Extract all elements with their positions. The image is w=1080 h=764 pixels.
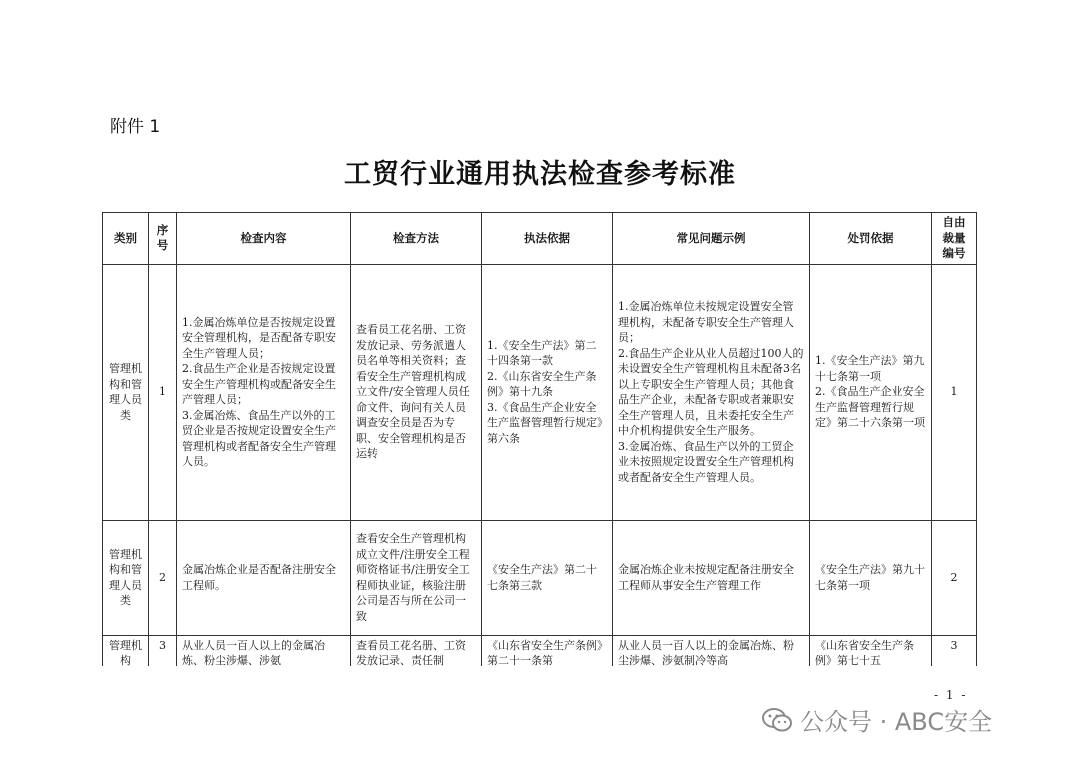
cell-discretion: 3 [932, 635, 977, 666]
table-header-row [103, 213, 977, 265]
watermark [762, 702, 992, 737]
cell-basis: 《安全生产法》第二十七条第三款 [482, 520, 613, 635]
cell-content: 1.金属冶炼单位是否按规定设置安全管理机构，是否配备专职安全生产管理人员； 2.食品生产企业是否按规定设置安全生产管理机构或配备安全生产管理人员； 3.金属冶炼、食品生产以外的工贸企业是否按规定设置安全生产管理机构或者配备安全生产管理人员。 [177, 264, 351, 520]
cell-method: 查看员工花名册、工资发放记录、责任制 [351, 635, 482, 666]
header-category: 类别 [103, 213, 149, 265]
table-row [103, 264, 977, 520]
cell-number: 2 [149, 520, 177, 635]
cell-issues: 从业人员一百人以上的金属冶炼、粉尘涉爆、涉氨制冷等高 [613, 635, 810, 666]
watermark-text: 公众号 · ABC安全 [800, 708, 993, 736]
header-content: 检查内容 [177, 213, 351, 265]
cell-penalty: 《安全生产法》第九十七条第一项 [810, 520, 932, 635]
header-penalty: 处罚依据 [810, 213, 932, 265]
header-issues: 常见问题示例 [613, 213, 810, 265]
cell-method: 查看安全生产管理机构成立文件/注册安全工程师资格证书/注册安全工程师执业证，核验注册公司是否与所在公司一致 [351, 520, 482, 635]
cell-category: 管理机构 [103, 635, 149, 666]
cell-content: 金属冶炼企业是否配备注册安全工程师。 [177, 520, 351, 635]
cell-category: 管理机构和管理人员类 [103, 264, 149, 520]
cell-basis: 《山东省安全生产条例》第二十一条第 [482, 635, 613, 666]
page-number: - 1 - [934, 688, 968, 702]
header-basis: 执法依据 [482, 213, 613, 265]
cell-discretion: 2 [932, 520, 977, 635]
cell-penalty: 《山东省安全生产条例》第七十五 [810, 635, 932, 666]
cell-content: 从业人员一百人以上的金属冶炼、粉尘涉爆、涉氨 [177, 635, 351, 666]
table-row [103, 520, 977, 635]
cell-number: 3 [149, 635, 177, 666]
cell-issues: 金属冶炼企业未按规定配备注册安全工程师从事安全生产管理工作 [613, 520, 810, 635]
header-method: 检查方法 [351, 213, 482, 265]
inspection-table-container [102, 212, 978, 666]
cell-penalty: 1.《安全生产法》第九十七条第一项 2.《食品生产企业安全生产监督管理暂行规定》第二十六条第一项 [810, 264, 932, 520]
wechat-icon [762, 707, 792, 733]
annex-label: 附件 1 [110, 117, 161, 137]
document-title: 工贸行业通用执法检查参考标准 [344, 159, 736, 190]
cell-issues: 1.金属冶炼单位未按规定设置安全管理机构，未配备专职安全生产管理人员； 2.食品生产企业从业人员超过100人的未设置安全生产管理机构且未配备3名以上专职安全生产管理人员；其他食品生产企业，未配备专职或者兼职安全生产管理人员，且未委托安全生产中介机构提供安全生产服务。 3.金属冶炼、食品生产以外的工贸企业未按照规定设置安全生产管理机构或者配备安全生产管理人员。 [613, 264, 810, 520]
cell-category: 管理机构和管理人员类 [103, 520, 149, 635]
table-row [103, 635, 977, 666]
header-discretion: 自由裁量编号 [932, 213, 977, 265]
cell-number: 1 [149, 264, 177, 520]
cell-method: 查看员工花名册、工资发放记录、劳务派遣人员名单等相关资料；查看安全生产管理机构成立文件/安全管理人员任命文件、询问有关人员调查安全员是否为专职、安全管理机构是否运转 [351, 264, 482, 520]
cell-basis: 1.《安全生产法》第二十四条第一款 2.《山东省安全生产条例》第十九条 3.《食品生产企业安全生产监督管理暂行规定》第六条 [482, 264, 613, 520]
header-number: 序号 [149, 213, 177, 265]
inspection-standards-table [102, 212, 977, 666]
cell-discretion: 1 [932, 264, 977, 520]
